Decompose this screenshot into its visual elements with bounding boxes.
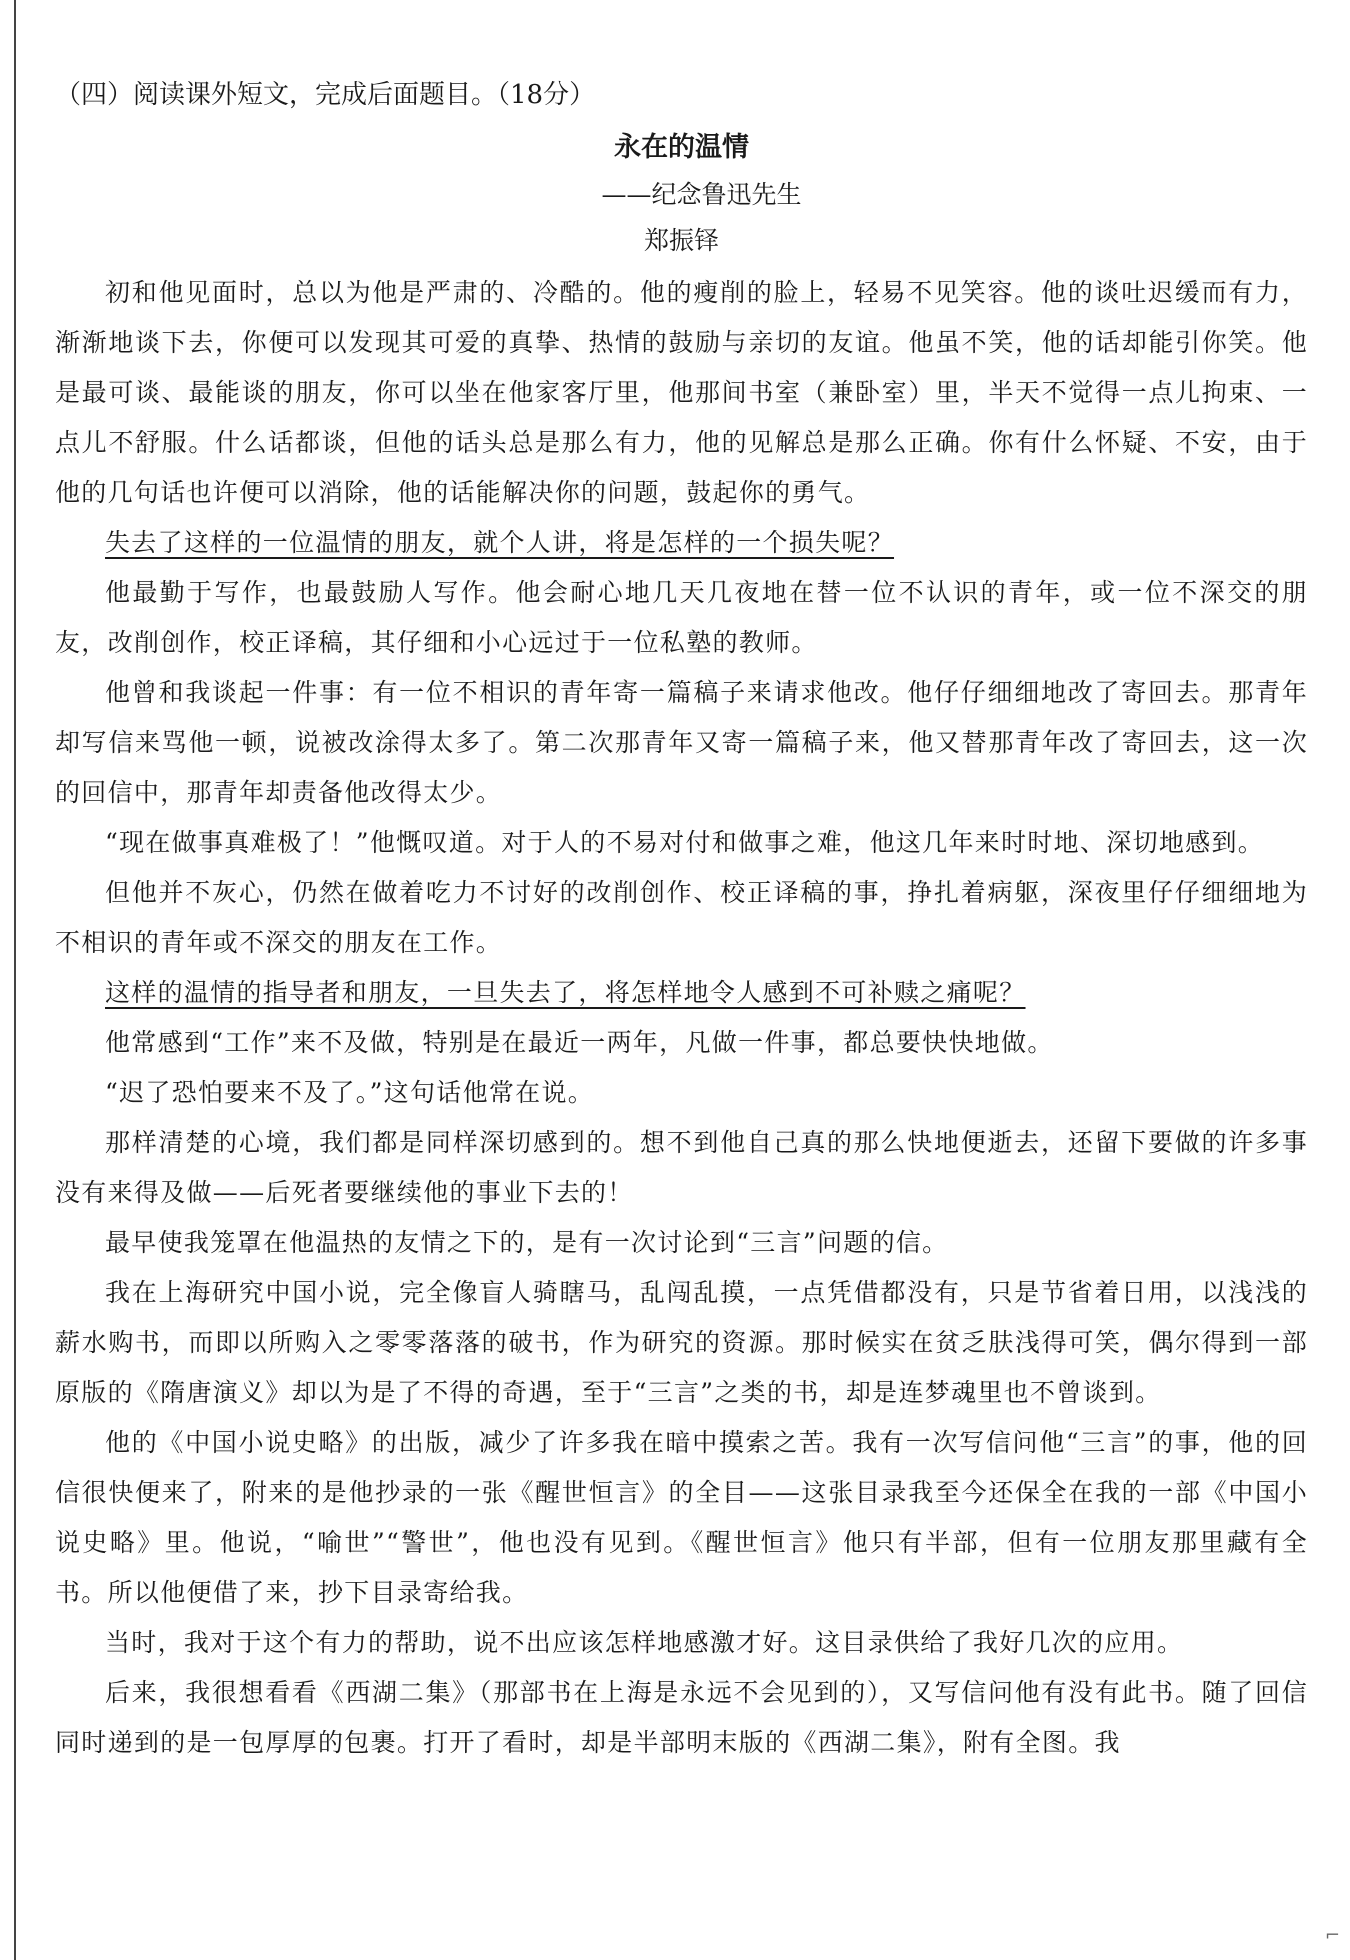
- article-title: 永在的温情: [614, 132, 749, 163]
- paragraph: 他常感到“工作”来不及做，特别是在最近一两年，凡做一件事，都总要快快地做。: [105, 1028, 1054, 1057]
- underlined-sentence: 这样的温情的指导者和朋友，一旦失去了，将怎样地令人感到不可补赎之痛呢？: [105, 978, 1026, 1007]
- section-heading: （四）阅读课外短文，完成后面题目。（18分）: [55, 80, 596, 110]
- paragraph: 初和他见面时，总以为他是严肃的、冷酷的。他的瘦削的脸上，轻易不见笑容。他的谈吐迟缓而有力，渐渐地谈下去，你便可以发现其可爱的真挚、热情的鼓励与亲切的友谊。他虽不笑，他的话却能引你笑。他是最可谈、最能谈的朋友，你可以坐在他家客厅里，他那间书室（兼卧室）里，半天不觉得一点儿拘束、一点儿不舒服。什么话都谈，但他的话头总是那么有力，他的见解总是那么正确。你有什么怀疑、不安，由于他的几句话也许便可以消除，他的话能解决你的问题，鼓起你的勇气。: [55, 278, 1308, 507]
- paragraph: 我在上海研究中国小说，完全像盲人骑瞎马，乱闯乱摸，一点凭借都没有，只是节省着日用，以浅浅的薪水购书，而即以所购入之零零落落的破书，作为研究的资源。那时候实在贫乏肤浅得可笑，偶尔得到一部原版的《隋唐演义》却以为是了不得的奇遇，至于“三言”之类的书，却是连梦魂里也不曾谈到。: [55, 1278, 1308, 1407]
- paragraph: 后来，我很想看看《西湖二集》（那部书在上海是永远不会见到的），又写信问他有没有此书。随了回信同时递到的是一包厚厚的包裹。打开了看时，却是半部明末版的《西湖二集》，附有全图。我: [55, 1678, 1308, 1757]
- underlined-sentence: 失去了这样的一位温情的朋友，就个人讲，将是怎样的一个损失呢？: [105, 528, 895, 557]
- margin-rule: [14, 0, 16, 1960]
- underlined-paragraph: [55, 518, 1308, 568]
- paragraph: 当时，我对于这个有力的帮助，说不出应该怎样地感激才好。这目录供给了我好几次的应用。: [105, 1628, 1184, 1657]
- paragraph: 他曾和我谈起一件事：有一位不相识的青年寄一篇稿子来请求他改。他仔仔细细地改了寄回去。那青年却写信来骂他一顿，说被改涂得太多了。第二次那青年又寄一篇稿子来，他又替那青年改了寄回去，这一次的回信中，那青年却责备他改得太少。: [55, 678, 1308, 807]
- article-body: [55, 268, 1308, 1768]
- article-subtitle: ——纪念鲁迅先生: [601, 180, 802, 209]
- paragraph: “迟了恐怕要来不及了。”这句话他常在说。: [105, 1078, 595, 1107]
- underlined-paragraph: [55, 968, 1308, 1018]
- paragraph: 最早使我笼罩在他温热的友情之下的，是有一次讨论到“三言”问题的信。: [105, 1228, 949, 1257]
- corner-mark: ⌐: [1324, 1925, 1340, 1946]
- paragraph: 他最勤于写作，也最鼓励人写作。他会耐心地几天几夜地在替一位不认识的青年，或一位不深交的朋友，改削创作，校正译稿，其仔细和小心远过于一位私塾的教师。: [55, 578, 1308, 657]
- paragraph: 他的《中国小说史略》的出版，减少了许多我在暗中摸索之苦。我有一次写信问他“三言”的事，他的回信很快便来了，附来的是他抄录的一张《醒世恒言》的全目——这张目录我至今还保全在我的一部《中国小说史略》里。他说，“喻世”“警世”，他也没有见到。《醒世恒言》他只有半部，但有一位朋友那里藏有全书。所以他便借了来，抄下目录寄给我。: [55, 1428, 1308, 1607]
- paragraph: “现在做事真难极了！”他慨叹道。对于人的不易对付和做事之难，他这几年来时时地、深切地感到。: [105, 828, 1265, 857]
- paragraph: 那样清楚的心境，我们都是同样深切感到的。想不到他自己真的那么快地便逝去，还留下要做的许多事没有来得及做——后死者要继续他的事业下去的！: [55, 1128, 1308, 1207]
- paragraph: 但他并不灰心，仍然在做着吃力不讨好的改削创作、校正译稿的事，挣扎着病躯，深夜里仔仔细细地为不相识的青年或不深交的朋友在工作。: [55, 878, 1308, 957]
- article-author: 郑振铎: [643, 226, 719, 255]
